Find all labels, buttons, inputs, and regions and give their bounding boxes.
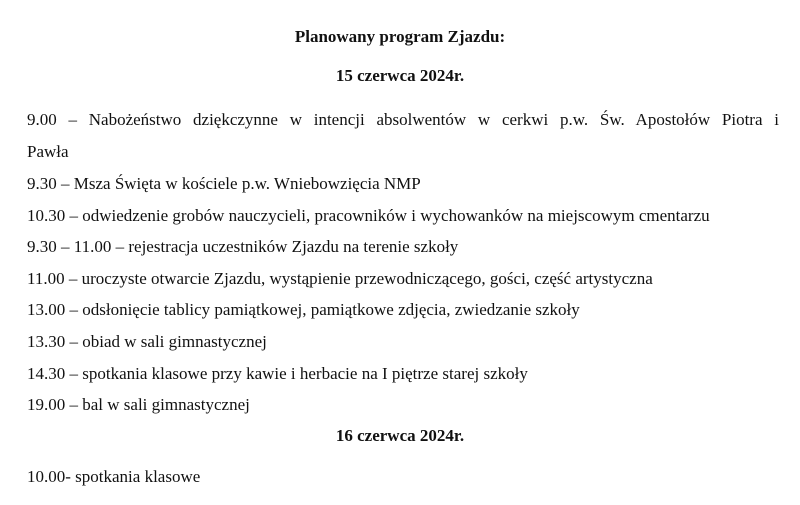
schedule-item: 9.30 – Msza Święta w kościele p.w. Wniebowzięcia NMP — [27, 174, 421, 193]
schedule-item: 11.00 – uroczyste otwarcie Zjazdu, wystąpienie przewodniczącego, gości, część artystyczna — [27, 269, 653, 288]
schedule-item: 19.00 – bal w sali gimnastycznej — [27, 395, 250, 414]
schedule-item: 10.00- spotkania klasowe — [27, 467, 201, 486]
schedule-item: 10.30 – odwiedzenie grobów nauczycieli, pracowników i wychowanków na miejscowym cmentarzu — [27, 206, 710, 225]
schedule-item: 13.30 – obiad w sali gimnastycznej — [27, 332, 267, 351]
schedule-item: 9.30 – 11.00 – rejestracja uczestników Zjazdu na terenie szkoły — [27, 237, 459, 256]
schedule-item: 9.00 – Nabożeństwo dziękczynne w intencji absolwentów w cerkwi p.w. Św. Apostołów Piotra i — [27, 110, 779, 129]
day2-date-heading: 16 czerwca 2024r. — [335, 426, 465, 445]
schedule-item: 14.30 – spotkania klasowe przy kawie i herbacie na I piętrze starej szkoły — [27, 364, 528, 383]
document-title: Planowany program Zjazdu: — [294, 27, 506, 46]
schedule-item-continuation: Pawła — [27, 142, 69, 161]
schedule-item: 13.00 – odsłonięcie tablicy pamiątkowej, pamiątkowe zdjęcia, zwiedzanie szkoły — [27, 300, 580, 319]
day1-date-heading: 15 czerwca 2024r. — [335, 66, 465, 85]
